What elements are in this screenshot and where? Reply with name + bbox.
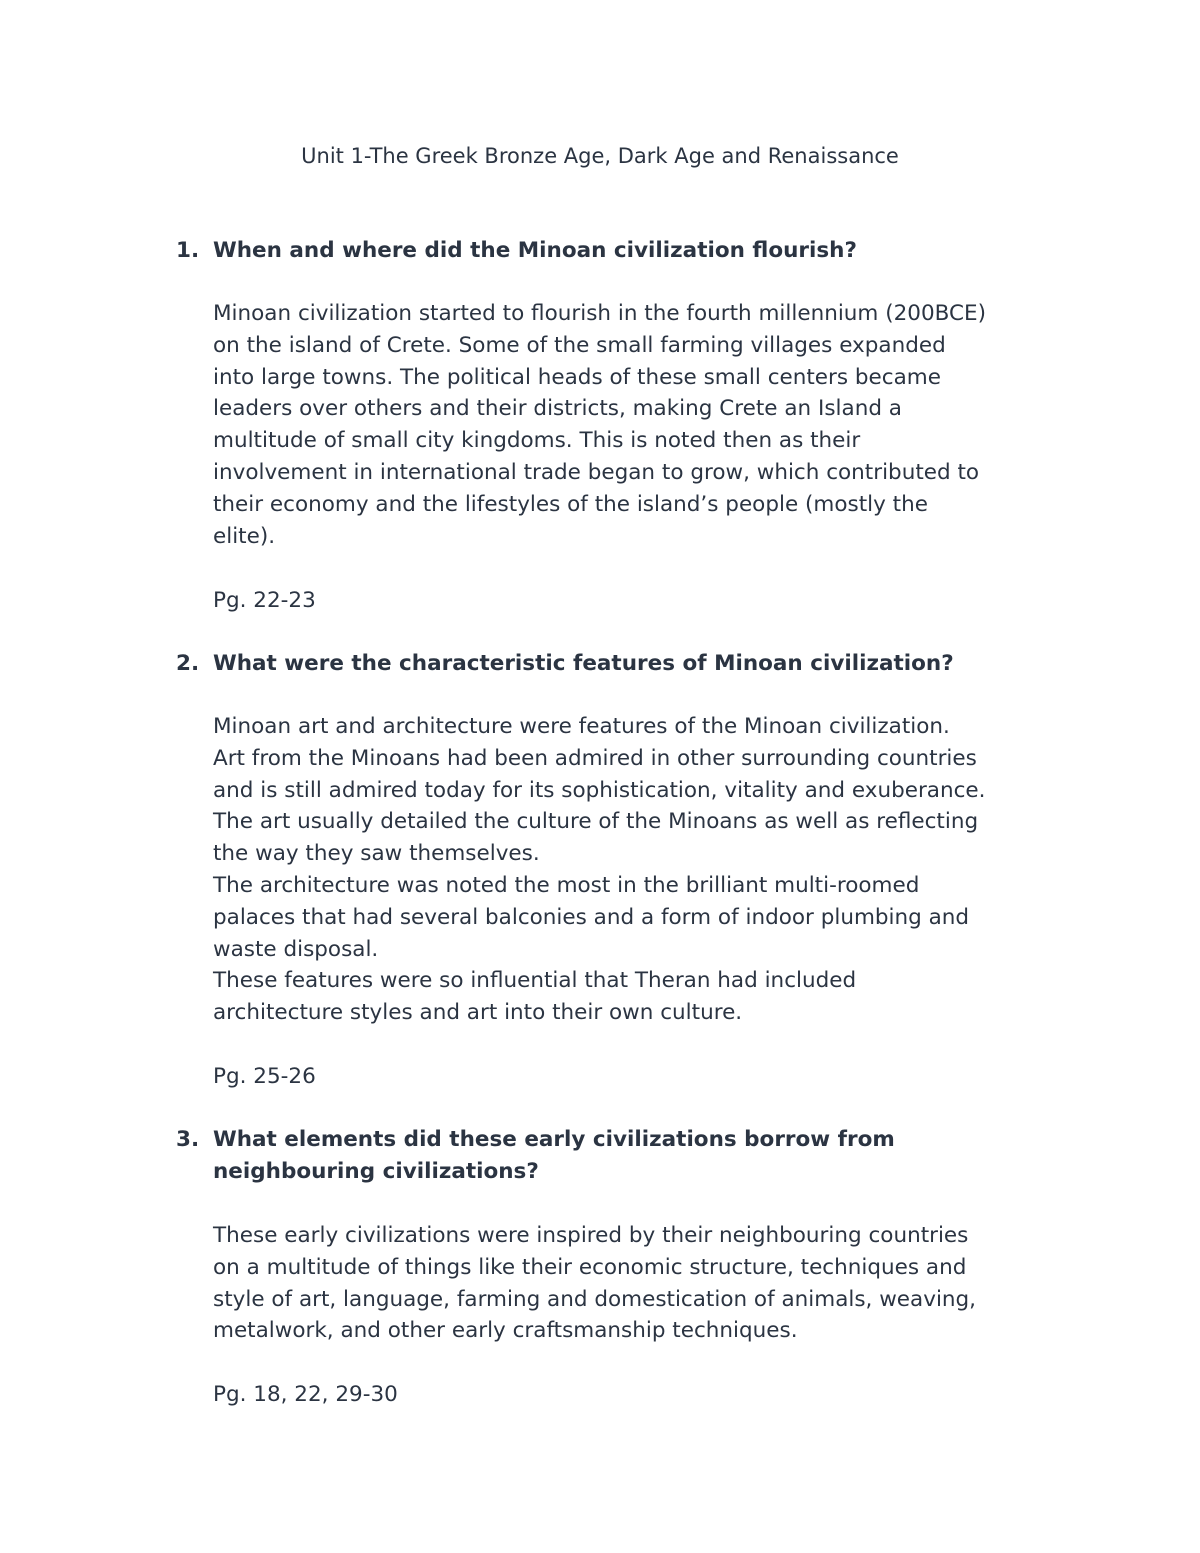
- answer-line: on the island of Crete. Some of the small farming villages expanded: [213, 332, 946, 358]
- question-2-heading: [176, 648, 1113, 680]
- answer-line: Art from the Minoans had been admired in other surrounding countries: [213, 745, 977, 771]
- question-1-page-reference: Pg. 22-23: [213, 588, 316, 613]
- answer-line: the way they saw themselves.: [213, 841, 540, 867]
- question-text: What were the characteristic features of Minoan civilization?: [213, 651, 954, 676]
- question-text: neighbouring civilizations?: [213, 1159, 539, 1184]
- answer-line: and is still admired today for its sophistication, vitality and exuberance.: [213, 777, 986, 803]
- question-number: 3.: [176, 1127, 200, 1152]
- answer-line: The architecture was noted the most in the brilliant multi-roomed: [213, 872, 920, 898]
- answer-line: The art usually detailed the culture of the Minoans as well as reflecting: [213, 809, 979, 835]
- question-number: 1.: [176, 238, 200, 263]
- answer-line: into large towns. The political heads of these small centers became: [213, 364, 941, 390]
- question-1-heading: [176, 235, 1113, 267]
- question-number: 2.: [176, 651, 200, 676]
- answer-line: on a multitude of things like their economic structure, techniques and: [213, 1254, 967, 1280]
- question-3-answer: [213, 1220, 1113, 1347]
- question-text: When and where did the Minoan civilization flourish?: [213, 238, 857, 263]
- answer-line: their economy and the lifestyles of the island’s people (mostly the: [213, 491, 928, 517]
- question-3-heading: [176, 1124, 1113, 1188]
- question-1-answer: [213, 298, 1113, 552]
- question-2-answer: [213, 711, 1113, 1029]
- answer-line: palaces that had several balconies and a form of indoor plumbing and: [213, 904, 970, 930]
- answer-line: elite).: [213, 523, 276, 549]
- answer-line: These features were so influential that Theran had included: [213, 968, 857, 994]
- document-title: Unit 1-The Greek Bronze Age, Dark Age and Renaissance: [301, 144, 899, 168]
- answer-line: metalwork, and other early craftsmanship techniques.: [213, 1318, 798, 1344]
- question-3-page-reference: Pg. 18, 22, 29-30: [213, 1382, 398, 1407]
- answer-line: architecture styles and art into their own culture.: [213, 1000, 743, 1026]
- answer-line: Minoan civilization started to flourish in the fourth millennium (200BCE): [213, 301, 986, 326]
- answer-line: Minoan art and architecture were features of the Minoan civilization.: [213, 714, 950, 739]
- answer-line: multitude of small city kingdoms. This is noted then as their: [213, 428, 861, 454]
- answer-line: leaders over others and their districts, making Crete an Island a: [213, 396, 902, 422]
- question-2-page-reference: Pg. 25-26: [213, 1064, 316, 1089]
- answer-line: style of art, language, farming and domestication of animals, weaving,: [213, 1286, 977, 1312]
- answer-line: involvement in international trade began to grow, which contributed to: [213, 459, 980, 485]
- question-text: What elements did these early civilizations borrow from: [213, 1127, 895, 1152]
- answer-line: waste disposal.: [213, 936, 379, 962]
- answer-line: These early civilizations were inspired by their neighbouring countries: [213, 1223, 969, 1248]
